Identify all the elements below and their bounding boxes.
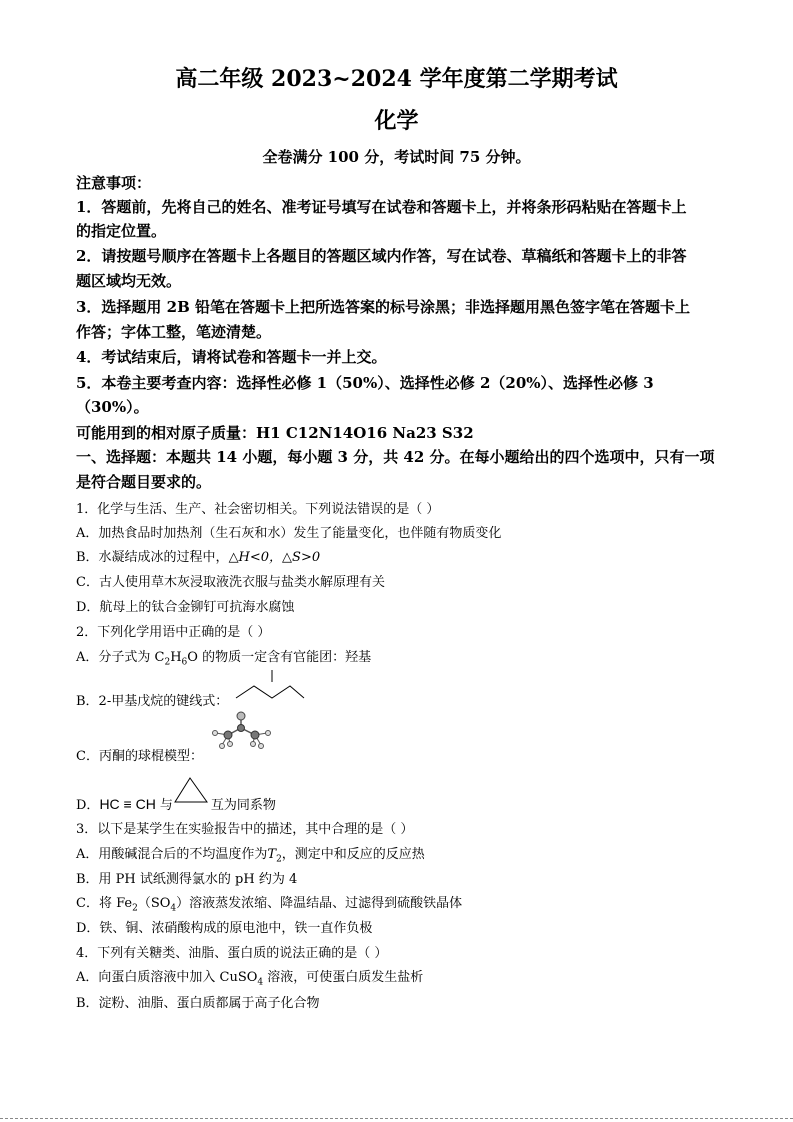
q2-option-b: B．2-甲基戊烷的键线式： <box>76 694 229 709</box>
q4-option-a <box>76 966 423 988</box>
q1-option-b-text: B．水凝结成冰的过程中， <box>76 550 229 565</box>
q1-option-c: C．古人使用草木灰浸取液洗衣服与盐类水解原理有关 <box>76 575 385 590</box>
q3-a-prefix: A．用酸碱混合后的不均温度作为 <box>76 847 268 862</box>
q1-stem: 1．化学与生活、生产、社会密切相关。下列说法错误的是（ ） <box>76 502 440 517</box>
q3-c-sub2: 4 <box>170 903 177 914</box>
q2-d-suffix: 互为同系物 <box>210 798 276 813</box>
note-3-line2: 作答；字体工整，笔迹清楚。 <box>76 323 272 341</box>
q2-d-prefix: D． <box>76 798 100 813</box>
q3-c-prefix: C．将 Fe <box>76 896 133 911</box>
q3-option-a <box>76 843 425 865</box>
q2-a-sub1: 2 <box>164 657 171 668</box>
q4-stem: 4．下列有关糖类、油脂、蛋白质的说法正确的是（ ） <box>76 946 388 961</box>
q4-a-suffix: 溶液，可使蛋白质发生盐析 <box>263 970 424 985</box>
q2-option-c: C．丙酮的球棍模型： <box>76 749 203 764</box>
section1-line2: 是符合题目要求的。 <box>76 473 212 491</box>
note-4: 4．考试结束后，请将试卷和答题卡一并上交。 <box>76 348 387 366</box>
page-bottom-rule <box>0 1118 793 1119</box>
q2-a-prefix: A．分子式为 C <box>76 650 165 665</box>
q1-option-b <box>76 546 320 565</box>
subject-title: 化学 <box>374 108 419 134</box>
note-1-line1: 1．答题前，先将自己的姓名、准考证号填写在试卷和答题卡上，并将条形码粘贴在答题卡上 <box>76 198 687 216</box>
q2-stem: 2．下列化学用语中正确的是（ ） <box>76 625 271 640</box>
q4-a-prefix: A．向蛋白质溶液中加入 CuSO <box>76 970 258 985</box>
acetylene-formula: HC ≡ CH <box>99 796 156 812</box>
notes-heading: 注意事项： <box>76 174 152 192</box>
q2-a-sub2: 6 <box>181 657 188 668</box>
exam-title: 高二年级 2023~2024 学年度第二学期考试 <box>175 66 618 92</box>
q2-a-suffix: O 的物质一定含有官能团：羟基 <box>187 650 372 665</box>
cyclopropane-structure <box>172 776 210 804</box>
q4-a-sub: 4 <box>257 977 264 988</box>
score-time: 全卷满分 100 分，考试时间 75 分钟。 <box>262 148 531 166</box>
q3-c-mid: （SO <box>137 896 171 911</box>
q3-a-suffix: ，测定中和反应的反应热 <box>281 847 425 862</box>
q2-option-a <box>76 646 371 668</box>
q3-option-d: D．铁、铜、浓硝酸构成的原电池中，铁一直作负极 <box>76 921 373 936</box>
q2-d-mid: 与 <box>159 798 173 813</box>
note-5-line1: 5．本卷主要考查内容：选择性必修 1（50%）、选择性必修 2（20%）、选择性必修 3 <box>76 374 654 392</box>
q1-option-b-formula: △H<0，△S>0 <box>228 550 321 565</box>
q2-a-mid: H <box>170 650 182 665</box>
q3-stem: 3．以下是某学生在实验报告中的描述，其中合理的是（ ） <box>76 822 414 837</box>
q3-option-b: B．用 PH 试纸测得氯水的 pH 约为 4 <box>76 872 298 887</box>
methylpentane-skeletal-structure <box>234 668 306 702</box>
q1-option-d: D．航母上的钛合金铆钉可抗海水腐蚀 <box>76 600 295 615</box>
q3-a-t: T <box>267 847 277 862</box>
q3-c-suffix: ）溶液蒸发浓缩、降温结晶、过滤得到硫酸铁晶体 <box>176 896 463 911</box>
q3-option-c <box>76 892 462 914</box>
note-3-line1: 3．选择题用 2B 铅笔在答题卡上把所选答案的标号涂黑；非选择题用黑色签字笔在答题卡上 <box>76 298 691 316</box>
q3-c-sub1: 2 <box>132 903 138 914</box>
atomic-mass-line: 可能用到的相对原子质量：H1 C12N14O16 Na23 S32 <box>76 424 474 442</box>
q1-option-a: A．加热食品时加热剂（生石灰和水）发生了能量变化，也伴随有物质变化 <box>76 526 502 541</box>
q3-a-sub: 2 <box>276 854 282 865</box>
acetone-ball-stick-model <box>208 710 276 754</box>
note-1-line2: 的指定位置。 <box>76 222 167 240</box>
section1-line1: 一、选择题：本题共 14 小题，每小题 3 分，共 42 分。在每小题给出的四个选项中，只有一项 <box>76 448 715 466</box>
note-2-line2: 题区域均无效。 <box>76 272 182 290</box>
note-2-line1: 2．请按题号顺序在答题卡上各题目的答题区域内作答，写在试卷、草稿纸和答题卡上的非答 <box>76 247 687 265</box>
note-5-line2: （30%）。 <box>76 398 149 416</box>
q4-option-b: B．淀粉、油脂、蛋白质都属于高子化合物 <box>76 996 320 1011</box>
